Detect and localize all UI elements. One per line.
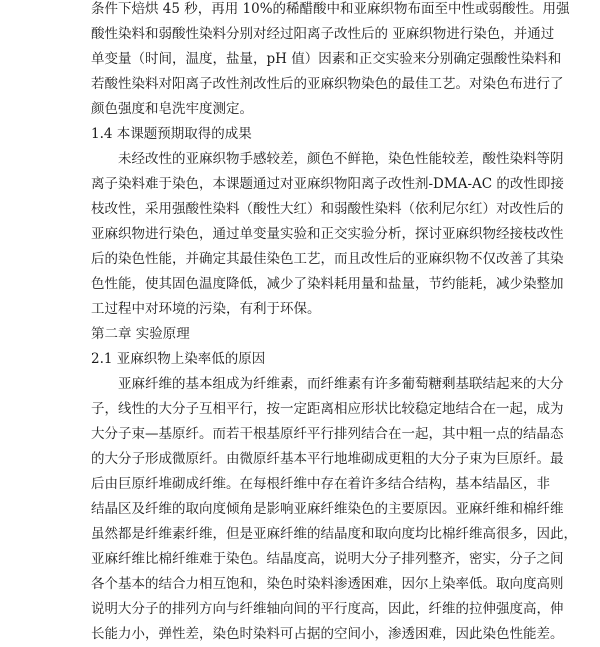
paragraph-line: 后由巨原纤堆砌成纤维。在每根纤维中存在着许多结合结构，基本结晶区，非 [91, 476, 550, 492]
text-line [0, 46, 600, 72]
chapter-heading-row [0, 321, 600, 347]
text-line [0, 171, 600, 197]
text-line [0, 496, 600, 522]
paragraph-line: 的大分子形成微原纤。由微原纤基本平行地堆砌成更粗的大分子束为巨原纤。最 [91, 451, 564, 467]
text-line [0, 471, 600, 497]
paragraph-line: 虽然都是纤维素纤维，但是亚麻纤维的结晶度和取向度均比棉纤维高很多，因此， [91, 526, 577, 542]
text-line [0, 521, 600, 547]
text-line [0, 0, 600, 22]
text-line [0, 546, 600, 572]
section-heading-1-4: 1.4 本课题预期取得的成果 [91, 126, 252, 142]
section-heading-row [0, 121, 600, 147]
paragraph-line: 亚麻纤维的基本组成为纤维素，而纤维素有许多葡萄糖剩基联结起来的大分 [118, 376, 564, 392]
text-line [0, 571, 600, 597]
chapter-heading-2: 第二章 实验原理 [91, 326, 190, 342]
paragraph-line: 结晶区及纤维的取向度倾角是影响亚麻纤维染色的主要原因。亚麻纤维和棉纤维 [91, 501, 564, 517]
paragraph-line: 酸性染料和弱酸性染料分别对经过阳离子改性后的 亚麻织物进行染色，并通过 [91, 26, 555, 42]
text-line [0, 621, 600, 647]
text-line [0, 296, 600, 322]
text-line [0, 146, 600, 172]
paragraph-line: 单变量（时间，温度，盐量，pH 值）因素和正交实验来分别确定强酸性染料和 [91, 51, 562, 67]
text-line [0, 71, 600, 97]
text-line [0, 596, 600, 622]
text-line [0, 196, 600, 222]
paragraph-line: 说明大分子的排列方向与纤维轴向间的平行度高，因此，纤维的拉伸强度高，伸 [91, 601, 564, 617]
text-line [0, 446, 600, 472]
paragraph-line: 若酸性染料对阳离子改性剂改性后的亚麻织物染色的最佳工艺。对染色布进行了 [91, 76, 564, 92]
text-line [0, 246, 600, 272]
paragraph-line: 色性能，使其固色温度降低，减少了染料耗用量和盐量，节约能耗，减少染整加 [91, 276, 564, 292]
text-line [0, 271, 600, 297]
paragraph-line: 子，线性的大分子互相平行，按一定距离相应形状比较稳定地结合在一起，成为 [91, 401, 564, 417]
text-line [0, 421, 600, 447]
paragraph-line: 未经改性的亚麻织物手感较差，颜色不鲜艳，染色性能较差，酸性染料等阴 [118, 151, 564, 167]
paragraph-line: 亚麻纤维比棉纤维难于染色。结晶度高，说明大分子排列整齐，密实，分子之间 [91, 551, 564, 567]
text-line [0, 221, 600, 247]
paragraph-line: 各个基本的结合力相互饱和，染色时染料渗透困难，因尔上染率低。取向度高则 [91, 576, 564, 592]
paragraph-line: 工过程中对环境的污染，有利于环保。 [91, 301, 321, 317]
paragraph-line: 长能力小，弹性差，染色时染料可占据的空间小，渗透困难，因此染色性能差。 [91, 626, 564, 642]
text-line [0, 96, 600, 122]
paragraph-line: 大分子束—基原纤。而若干根基原纤平行排列结合在一起，其中粗一点的结晶态 [91, 426, 564, 442]
section-heading-row [0, 346, 600, 372]
paragraph-line: 亚麻织物进行染色，通过单变量实验和正交实验分析，探讨亚麻织物经接枝改性 [91, 226, 564, 242]
text-line [0, 396, 600, 422]
section-heading-2-1: 2.1 亚麻织物上染率低的原因 [91, 351, 266, 367]
paragraph-line: 条件下焙烘 45 秒，再用 10%的稀醋酸中和亚麻织物布面至中性或弱酸性。用强 [91, 1, 570, 17]
paragraph-line: 后的染色性能，并确定其最佳染色工艺，而且改性后的亚麻织物不仅改善了其染 [91, 251, 564, 267]
paragraph-line: 颜色强度和皂洗牢度测定。 [91, 101, 253, 117]
text-line [0, 21, 600, 47]
text-line [0, 371, 600, 397]
paragraph-line: 离子染料难于染色，本课题通过对亚麻织物阳离子改性剂-DMA-AC 的改性即接 [91, 176, 564, 192]
paragraph-line: 枝改性，采用强酸性染料（酸性大红）和弱酸性染料（依利尼尔红）对改性后的 [91, 201, 564, 217]
